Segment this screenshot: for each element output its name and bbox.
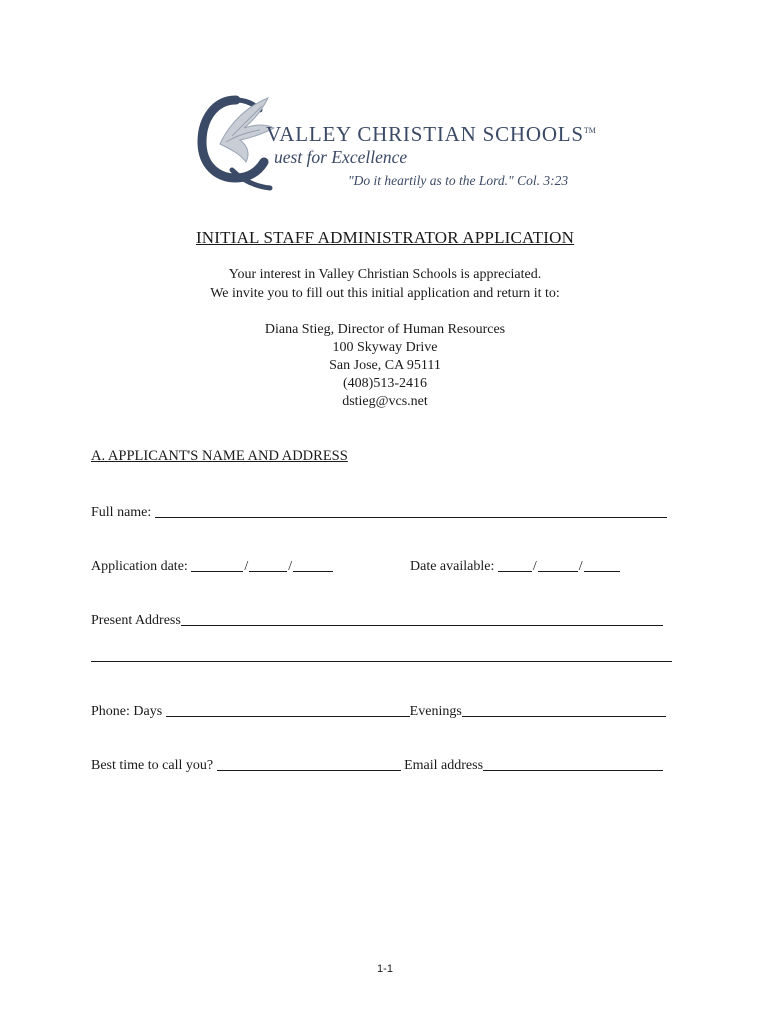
full-name-row <box>91 503 667 521</box>
date-separator: / <box>244 559 249 574</box>
school-tagline: uest for Excellence <box>274 147 408 167</box>
contact-phone: (408)513-2416 <box>343 376 427 391</box>
contact-email: dstieg@vcs.net <box>342 394 428 409</box>
full-name-field[interactable] <box>155 503 667 518</box>
present-address-line-2-field[interactable] <box>91 647 672 662</box>
application-date-month-field[interactable] <box>191 557 243 572</box>
contact-city: San Jose, CA 95111 <box>329 358 441 373</box>
school-logo <box>196 92 596 196</box>
page-title: INITIAL STAFF ADMINISTRATOR APPLICATION <box>195 228 575 247</box>
application-date-year-field[interactable] <box>293 557 333 572</box>
date-available-row <box>410 557 620 575</box>
dove-q-logo-icon <box>196 92 276 196</box>
full-name-label: Full name: <box>91 505 152 520</box>
present-address-field[interactable] <box>181 611 663 626</box>
date-available-month-field[interactable] <box>498 557 532 572</box>
date-available-year-field[interactable] <box>584 557 620 572</box>
contact-street: 100 Skyway Drive <box>332 340 438 355</box>
page-number: 1-1 <box>377 963 393 975</box>
application-date-day-field[interactable] <box>249 557 287 572</box>
address-line-2-row <box>91 647 672 665</box>
email-label: Email address <box>404 758 484 773</box>
best-time-field[interactable] <box>217 756 401 771</box>
phone-days-field[interactable] <box>166 702 410 717</box>
contact-name: Diana Stieg, Director of Human Resources <box>264 322 506 337</box>
best-time-label: Best time to call you? <box>91 758 214 773</box>
scripture-verse: "Do it heartily as to the Lord." Col. 3:23 <box>348 173 569 188</box>
phone-row <box>91 702 666 720</box>
school-name: VALLEY CHRISTIAN SCHOOLS™ <box>266 122 596 146</box>
section-a-heading: A. APPLICANT'S NAME AND ADDRESS <box>91 448 348 464</box>
trademark-symbol: TM <box>583 126 596 135</box>
date-available-day-field[interactable] <box>538 557 578 572</box>
date-separator: / <box>532 559 537 574</box>
application-date-row <box>91 557 333 575</box>
present-address-row <box>91 611 663 629</box>
date-separator: / <box>578 559 583 574</box>
date-available-label: Date available: <box>410 559 495 574</box>
intro-line-2: We invite you to fill out this initial application and return it to: <box>210 286 560 301</box>
phone-days-label: Phone: Days <box>91 704 163 719</box>
email-field[interactable] <box>483 756 663 771</box>
date-separator: / <box>288 559 293 574</box>
application-date-label: Application date: <box>91 559 188 574</box>
phone-evenings-field[interactable] <box>462 702 666 717</box>
intro-line-1: Your interest in Valley Christian Schools is appreciated. <box>228 267 542 282</box>
present-address-label: Present Address <box>91 613 181 628</box>
evenings-label: Evenings <box>409 704 462 719</box>
best-time-row <box>91 756 663 774</box>
